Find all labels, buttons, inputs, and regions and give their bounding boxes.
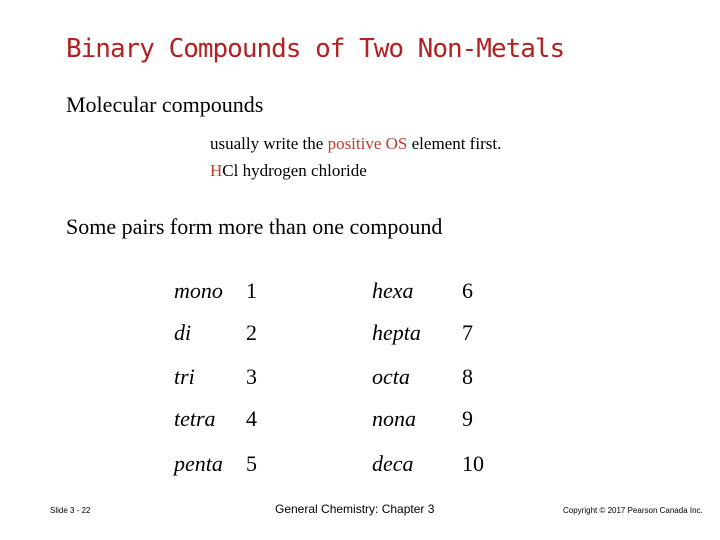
example-formula-h: H bbox=[210, 161, 223, 180]
slide-title: Binary Compounds of Two Non-Metals bbox=[66, 34, 565, 64]
prefix-number: 6 bbox=[462, 278, 473, 303]
prefix-name: penta bbox=[174, 451, 223, 476]
prefix-number: 2 bbox=[246, 320, 257, 345]
naming-rule-post: element first. bbox=[407, 134, 502, 153]
naming-rule-pre: usually write the bbox=[210, 134, 328, 153]
prefix-name: nona bbox=[372, 406, 416, 431]
prefix-number: 8 bbox=[462, 364, 473, 389]
prefix-name: hexa bbox=[372, 278, 414, 303]
prefix-name: di bbox=[174, 320, 192, 345]
copyright-footer: Copyright © 2017 Pearson Canada Inc. bbox=[563, 506, 703, 515]
prefix-name: mono bbox=[174, 278, 223, 303]
prefix-number: 1 bbox=[246, 278, 257, 303]
prefix-name: hepta bbox=[372, 320, 421, 345]
naming-rule-line bbox=[210, 134, 501, 154]
molecular-compounds-heading: Molecular compounds bbox=[66, 92, 264, 117]
example-formula-cl: Cl bbox=[222, 161, 239, 180]
prefix-number: 3 bbox=[246, 364, 257, 389]
prefix-number: 7 bbox=[462, 320, 473, 345]
multiple-compounds-heading: Some pairs form more than one compound bbox=[66, 214, 443, 239]
prefix-name: octa bbox=[372, 364, 410, 389]
prefix-number: 9 bbox=[462, 406, 473, 431]
prefix-number: 5 bbox=[246, 451, 257, 476]
example-line bbox=[210, 161, 367, 181]
prefix-number: 4 bbox=[246, 406, 257, 431]
prefix-name: tri bbox=[174, 364, 195, 389]
course-footer: General Chemistry: Chapter 3 bbox=[275, 502, 435, 516]
slide-number: Slide 3 - 22 bbox=[50, 506, 91, 515]
example-name: hydrogen chloride bbox=[238, 161, 367, 180]
prefix-name: deca bbox=[372, 451, 414, 476]
prefix-number: 10 bbox=[462, 451, 484, 476]
naming-rule-highlight: positive OS bbox=[327, 134, 408, 153]
prefix-name: tetra bbox=[174, 406, 216, 431]
